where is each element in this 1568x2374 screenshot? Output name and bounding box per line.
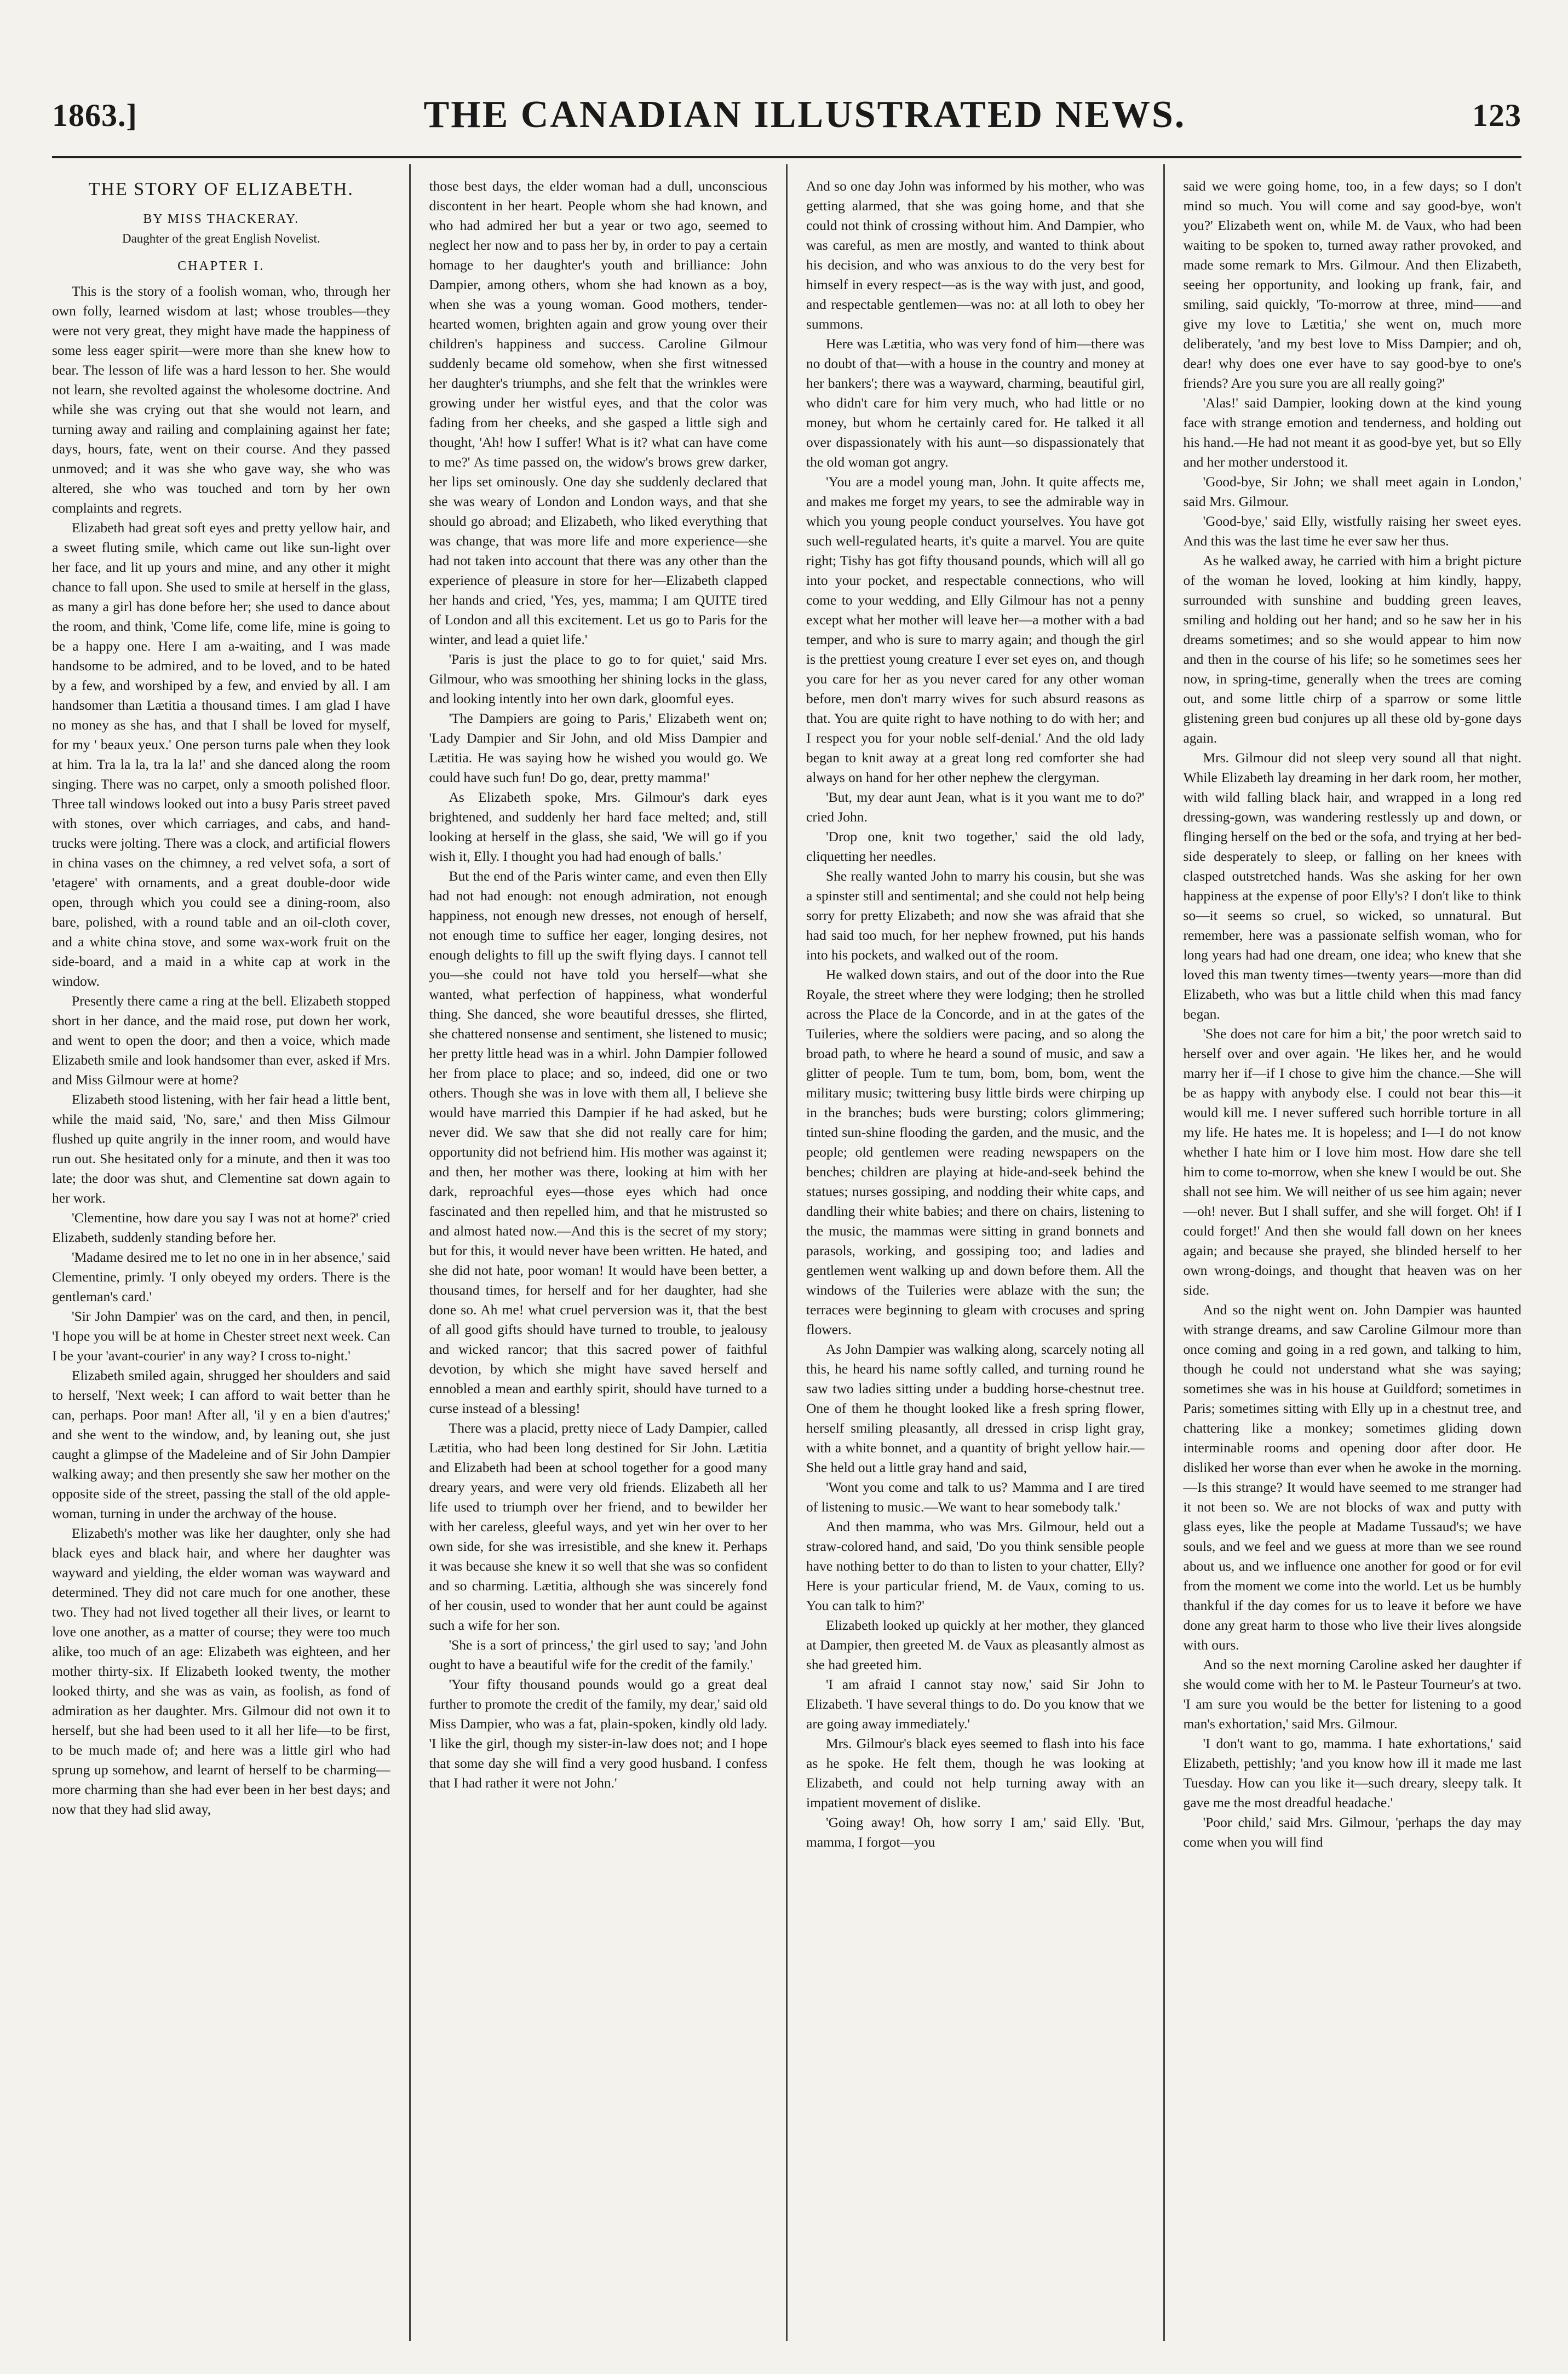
column-4 (1163, 164, 1522, 2341)
paragraph: 'Alas!' said Dampier, looking down at the kind young face with strange emotion and tenderness, and holding out his hand.—He had not meant it as good-bye yet, but so Elly and her mother understood it. (1183, 395, 1521, 470)
article-columns (52, 164, 1521, 2341)
paragraph: As he walked away, he carried with him a bright picture of the woman he loved, looking at him kindly, happy, surrounded with sunshine and budding green leaves, smiling and holding out her hand; and so he saw her in his dreams sometimes; and so she would appear to him now and then in the course of his life; so he sometimes sees her now, in spring-time, generally when the trees are coming out, and some little chirp of a sparrow or some little glistening green bud conjures up all these old by-gone days again. (1183, 553, 1521, 746)
story-author-note: Daughter of the great English Novelist. (122, 232, 320, 245)
paragraph: 'Drop one, knit two together,' said the old lady, cliquetting her needles. (806, 829, 1145, 864)
paragraph: 'You are a model young man, John. It quite affects me, and makes me forget my years, to see the admirable way in which you young people conduct yourselves. You have got such well-regulated hearts, it's quite a marvel. You are quite right; Tishy has got fifty thousand pounds, which will all go into your pocket, and respectable connections, who will come to your wedding, and Elly Gilmour has not a penny except what her mother will leave her—a mother with a bad temper, and who is sure to marry again; and though the girl is the prettiest young creature I ever set eyes on, and though you care for her as you never cared for any other woman before, men don't marry wives for such absurd reasons as that. You are quite right to have nothing to do with her; and I respect you for your noble self-denial.' And the old lady began to knit away at a great long red comforter she had always on hand for her other nephew the clergyman. (806, 474, 1145, 785)
paragraph: Presently there came a ring at the bell. Elizabeth stopped short in her dance, and the maid rose, put down her work, and went to open the door; and then a voice, which made Elizabeth smile and look handsomer than ever, asked if Mrs. and Miss Gilmour were at home? (52, 993, 390, 1088)
masthead (52, 77, 1521, 153)
paragraph: Elizabeth smiled again, shrugged her shoulders and said to herself, 'Next week; I can afford to wait better than he can, perhaps. Poor man! After all, 'il y en a bien d'autres;' and she went to the window, and, by leaning out, she just caught a glimpse of the Madeleine and of Sir John Dampier walking away; and then presently she saw her mother on the opposite side of the street, passing the stall of the old apple-woman, turning in under the archway of the house. (52, 1367, 390, 1521)
paragraph: those best days, the elder woman had a dull, unconscious discontent in her heart. People whom she had known, and who had admired her but a year or two ago, seemed to neglect her now and to pass her by, in order to pay a certain homage to her daughter's youth and brilliance: John Dampier, among others, whom she had known as a boy, when she was a young woman. Good mothers, tender-hearted women, brighten again and grow young over their children's happiness and success. Caroline Gilmour suddenly became old somehow, when she first witnessed her daughter's triumphs, and she felt that the wrinkles were growing under her wistful eyes, and that the color was fading from her cheeks, and she gasped a little sigh and thought, 'Ah! how I suffer! What is it? what can have come to me?' As time passed on, the widow's brows grew darker, her lips set ominously. One day she suddenly declared that she was weary of London and London ways, and that she should go abroad; and Elizabeth, who liked everything that was change, that was more life and more experience—she had not taken into account that there was any other than the experience of pleasure in store for her—Elizabeth clapped her hands and cried, 'Yes, yes, mamma; I am QUITE tired of London and all this excitement. Let us go to Paris for the winter, and lead a quiet life.' (429, 178, 767, 647)
paragraph: But the end of the Paris winter came, and even then Elly had not had enough: not enough admiration, not enough happiness, not enough new dresses, not enough of herself, not enough time to suffice her eager, longing desires, not enough delights to fill up the swift flying days. I cannot tell you—she could not have told you herself—what she wanted, what perfection of happiness, what wonderful thing. She danced, she wore beautiful dresses, she flirted, she chattered nonsense and sentiment, she listened to music; her pretty little head was in a whirl. John Dampier followed her from place to place; and so, indeed, did one or two others. Though she was in love with them all, I believe she would have married this Dampier if he had asked, but he never did. We saw that she did not really care for him; opportunity did not befriend him. His mother was against it; and then, her mother was there, looking at him with her dark, reproachful eyes—those eyes which had once fascinated and then repelled him, and that he mistrusted so and almost hated now.—And this is the secret of my story; but for this, it would never have been written. He hated, and she did not hate, poor woman! It would have been better, a thousand times, for herself and for her daughter, had she done so. Ah me! what cruel perversion was it, that the best of all good gifts should have turned to trouble, to jealousy and wicked rancor; that this sacred power of faithful devotion, by which she might have saved herself and ennobled a mean and earthly spirit, should have turned to a curse instead of a blessing! (429, 868, 767, 1416)
paragraph: And so one day John was informed by his mother, who was getting alarmed, that she was going home, and that she could not think of crossing without him. And Dampier, who was careful, as men are mostly, and wanted to think about his decision, and who was anxious to do the very best for himself in every respect—as is the way with just, and good, and respectable gentlemen—was no: at all loth to obey her summons. (806, 178, 1145, 332)
paragraph: As Elizabeth spoke, Mrs. Gilmour's dark eyes brightened, and suddenly her hard face melted; and, still looking at herself in the glass, she said, 'We will go if you wish it, Elly. I thought you had had enough of balls.' (429, 789, 767, 864)
paragraph: He walked down stairs, and out of the door into the Rue Royale, the street where they were lodging; then he strolled across the Place de la Concorde, and in at the gates of the Tuileries, where the soldiers were pacing, and so along the broad path, to where he heard a sound of music, and saw a glitter of people. Tum te tum, bom, bom, bom, went the military music; twittering busy little birds were chirping up in the branches; buds were bursting; colors glimmering; tinted sun-shine flooding the garden, and the music, and the people; old gentlemen were reading newspapers on the benches; children are playing at hide-and-seek behind the statues; nurses gossiping, and nodding their white caps, and dandling their white babies; and there on chairs, listening to the music, the mammas were sitting in grand bonnets and parasols, working, and gossiping too; and ladies and gentlemen went walking up and down before them. All the windows of the Tuileries were ablaze with the sun; the terraces were beginning to gleam with crocuses and spring flowers. (806, 967, 1145, 1337)
paragraph: Elizabeth's mother was like her daughter, only she had black eyes and black hair, and where her daughter was wayward and yielding, the elder woman was wayward and determined. They did not care much for one another, these two. They had not lived together all their lives, or learnt to love one another, as a matter of course; they were too much alike, too much of an age: Elizabeth was eighteen, and her mother thirty-six. If Elizabeth looked twenty, the mother looked thirty, and she was as vain, as foolish, as fond of admiration as her daughter. Mrs. Gilmour did not own it to herself, but she had been used to it all her life—to be first, to be much made of; and here was a little girl who had sprung up somehow, and learnt of herself to be charming—more charming than she had ever been in her best days; and now that they had slid away, (52, 1525, 390, 1817)
paragraph: said we were going home, too, in a few days; so I don't mind so much. You will come and say good-bye, won't you?' Elizabeth went on, while M. de Vaux, who had been waiting to be spoken to, turned away rather provoked, and made some remark to Mrs. Gilmour. And then Elizabeth, seeing her opportunity, and looking up frank, fair, and smiling, said quickly, 'To-morrow at three, mind——and give my love to Lætitia,' she went on, much more deliberately, 'and my best love to Miss Dampier; and oh, dear! why does one ever have to say good-bye to one's friends? Are you sure you are all really going?' (1183, 178, 1521, 391)
paragraph: And then mamma, who was Mrs. Gilmour, held out a straw-colored hand, and said, 'Do you think sensible people have nothing better to do than to listen to your chatter, Elly? Here is your particular friend, M. de Vaux, coming to us. You can talk to him?' (806, 1519, 1145, 1613)
paragraph: 'Sir John Dampier' was on the card, and then, in pencil, 'I hope you will be at home in Chester street next week. Can I be your 'avant-courier' in any way? I cross to-night.' (52, 1308, 390, 1364)
paragraph: 'Paris is just the place to go to for quiet,' said Mrs. Gilmour, who was smoothing her shining locks in the glass, and looking intently into her own dark, gloomful eyes. (429, 651, 767, 706)
masthead-rule (52, 156, 1521, 158)
paragraph: 'Good-bye,' said Elly, wistfully raising her sweet eyes. And this was the last time he ever saw her thus. (1183, 513, 1521, 549)
paragraph: 'Madame desired me to let no one in in her absence,' said Clementine, primly. 'I only obeyed my orders. There is the gentleman's card.' (52, 1249, 390, 1304)
paragraph: There was a placid, pretty niece of Lady Dampier, called Lætitia, who had been long destined for Sir John. Lætitia and Elizabeth had been at school together for a good many dreary years, and were very old friends. Elizabeth all her life used to triumph over her friend, and to bewilder her with her careless, gleeful ways, and yet win her over to her own side, for she was irresistible, and she knew it. Perhaps it was because she knew it so well that she was so confident and so charming. Lætitia, although she was sincerely fond of her cousin, used to wonder that her aunt could be against such a wife for her son. (429, 1420, 767, 1633)
column-3 (786, 164, 1163, 2341)
paragraph: Elizabeth looked up quickly at her mother, they glanced at Dampier, then greeted M. de Vaux as pleasantly almost as she had greeted him. (806, 1617, 1145, 1672)
paragraph: She really wanted John to marry his cousin, but she was a spinster still and sentimental; and she could not help being sorry for pretty Elizabeth; and now she was afraid that she had said too much, for her nephew frowned, put his hands into his pockets, and walked out of the room. (806, 868, 1145, 963)
paragraph: 'Poor child,' said Mrs. Gilmour, 'perhaps the day may come when you will find (1183, 1814, 1521, 1850)
paragraph: 'Clementine, how dare you say I was not at home?' cried Elizabeth, suddenly standing before her. (52, 1210, 390, 1245)
paragraph: 'Going away! Oh, how sorry I am,' said Elly. 'But, mamma, I forgot—you (806, 1814, 1145, 1850)
paragraph: Here was Lætitia, who was very fond of him—there was no doubt of that—with a house in the country and money at her bankers'; there was a wayward, charming, beautiful girl, who didn't care for him very much, who had little or no money, but whom he certainly cared for. He talked it all over dispassionately with his aunt—so dispassionately that the old woman got angry. (806, 336, 1145, 470)
paragraph: 'I am afraid I cannot stay now,' said Sir John to Elizabeth. 'I have several things to do. Do you know that we are going away immediately.' (806, 1676, 1145, 1732)
paragraph: 'Your fifty thousand pounds would go a great deal further to promote the credit of the family, my dear,' said old Miss Dampier, who was a fat, plain-spoken, kindly old lady. 'I like the girl, though my sister-in-law does not; and I hope that some day she will find a very good husband. I confess that I had rather it were not John.' (429, 1676, 767, 1791)
paragraph: Elizabeth stood listening, with her fair head a little bent, while the maid said, 'No, sare,' and then Miss Gilmour flushed up quite angrily in the inner room, and would have run out. She hesitated only for a minute, and then it was too late; the door was shut, and Clementine sat down again to her work. (52, 1091, 390, 1206)
paragraph: 'The Dampiers are going to Paris,' Elizabeth went on; 'Lady Dampier and Sir John, and old Miss Dampier and Lætitia. He was saying how he wished you would go. We could have such fun! Do go, dear, pretty mamma!' (429, 710, 767, 785)
paragraph: 'But, my dear aunt Jean, what is it you want me to do?' cried John. (806, 789, 1145, 825)
column-2 (409, 164, 786, 2341)
paragraph: As John Dampier was walking along, scarcely noting all this, he heard his name softly called, and turning round he saw two ladies sitting under a budding horse-chestnut tree. One of them he thought looked like a fresh spring flower, herself smiling pleasantly, all dressed in crisp light gray, with a white bonnet, and a quantity of bright yellow hair.—She held out a little gray hand and said, (806, 1341, 1145, 1475)
newspaper-title: THE CANADIAN ILLUSTRATED NEWS. (423, 94, 1186, 136)
paragraph: Mrs. Gilmour did not sleep very sound all that night. While Elizabeth lay dreaming in her dark room, her mother, with wild falling black hair, and wrapped in a long red dressing-gown, was wandering restlessly up and down, or flinging herself on the bed or the sofa, and trying at her bed-side desperately to sleep, or falling on her knees with clasped outstretched hands. Was she asking for her own happiness at the expense of poor Elly's? I don't like to think so—it seems so cruel, so wicked, so unnatural. But remember, here was a passionate selfish woman, who for long years had had one dream, one idea; who knew that she loved this man twenty times—twenty years—more than did Elizabeth, who was but a little child when this mad fancy began. (1183, 750, 1521, 1022)
paragraph: 'She is a sort of princess,' the girl used to say; 'and John ought to have a beautiful wife for the credit of the family.' (429, 1637, 767, 1672)
chapter-heading: CHAPTER I. (177, 259, 265, 273)
issue-year: 1863.] (52, 97, 137, 133)
paragraph: And so the next morning Caroline asked her daughter if she would come with her to M. le Pasteur Tourneur's at two. 'I am sure you would be the better for listening to a good man's exhortation,' said Mrs. Gilmour. (1183, 1657, 1521, 1732)
story-byline: BY MISS THACKERAY. (143, 212, 300, 226)
story-title: THE STORY OF ELIZABETH. (88, 179, 354, 199)
paragraph: 'Good-bye, Sir John; we shall meet again in London,' said Mrs. Gilmour. (1183, 474, 1521, 509)
paragraph: This is the story of a foolish woman, who, through her own folly, learned wisdom at last; whose troubles—they were not very great, they might have made the happiness of some less eager spirit—were more than she knew how to bear. The lesson of life was a hard lesson to her. She would not learn, she revolted against the wholesome doctrine. And while she was crying out that she would not learn, and turning away and railing and complaining against her fate; days, hours, fate, went on their course. And they passed unmoved; and it was she who gave way, she who was altered, she who was touched and torn by her own complaints and regrets. (52, 283, 390, 516)
column-1 (52, 164, 409, 2341)
paragraph: 'I don't want to go, mamma. I hate exhortations,' said Elizabeth, pettishly; 'and you know how ill it made me last Tuesday. How can you like it—such dreary, sleepy talk. It gave me the most dreadful headache.' (1183, 1735, 1521, 1810)
paragraph: Elizabeth had great soft eyes and pretty yellow hair, and a sweet fluting smile, which came out like sun-light over her face, and lit up yours and mine, and any other it might chance to fall upon. She used to smile at herself in the glass, as many a girl has done before her; she used to dance about the room, and think, 'Come life, come life, mine is going to be a happy one. Here I am a-waiting, and I was made handsome to be admired, and to be loved, and to be hated by a few, and worshiped by a few, and envied by all. I am handsomer than Lætitia a thousand times. I am glad I have no money as she has, and that I shall be loved for myself, for my ' beaux yeux.' One person turns pale when they look at him. Tra la la, tra la la!' and she danced along the room singing. There was no carpet, only a smooth polished floor. Three tall windows looked out into a busy Paris street paved with stones, over which carriages, and cabs, and hand-trucks were jolting. There was a clock, and artificial flowers in china vases on the chimney, a red velvet sofa, a sort of 'etagere' with ornaments, and a great double-door wide open, through which you could see a dining-room, also bare, polished, with a round table and an oil-cloth cover, and a white china stove, and some wax-work fruit on the side-board, and a maid in a white cap at work in the window. (52, 520, 390, 989)
paragraph: Mrs. Gilmour's black eyes seemed to flash into his face as he spoke. He felt them, though he was looking at Elizabeth, and could not help turning away with an impatient movement of dislike. (806, 1735, 1145, 1810)
paragraph: 'She does not care for him a bit,' the poor wretch said to herself over and over again. 'He likes her, and he would marry her if—if I chose to give him the chance.—She will be as happy with anybody else. I could not bear this—it would kill me. I never suffered such horrible torture in all my life. He hates me. It is hopeless; and I—I do not know whether I hate him or I love him most. How dare she tell him to come to-morrow, when she knew I would be out. She shall not see him. We will neither of us see him again; never—oh! never. But I shall suffer, and she will forget. Oh! if I could forget!' And then she would fall down on her knees again; and because she prayed, she blinded herself to her own wrong-doings, and thought that heaven was on her side. (1183, 1026, 1521, 1298)
paragraph: 'Wont you come and talk to us? Mamma and I are tired of listening to music.—We want to hear somebody talk.' (806, 1479, 1145, 1515)
paragraph: And so the night went on. John Dampier was haunted with strange dreams, and saw Caroline Gilmour more than once coming and going in a red gown, and talking to him, though he could not understand what she was saying; sometimes she was in his house at Guildford; sometimes in Paris; sometimes sitting with Elly up in a chestnut tree, and chattering like a monkey; sometimes gliding down interminable rooms and opening door after door. He disliked her worse than ever when he awoke in the morning.—Is this strange? It would have seemed to me stranger had it not been so. We are not blocks of wax and putty with glass eyes, like the people at Madame Tussaud's; we have souls, and we feel and we guess at more than we see round about us, and we influence one another for good or for evil from the moment we come into the world. Let us be humbly thankful if the day comes for us to leave it before we have done any great harm to those who live their lives alongside with ours. (1183, 1302, 1521, 1653)
page-number: 123 (1472, 97, 1521, 133)
